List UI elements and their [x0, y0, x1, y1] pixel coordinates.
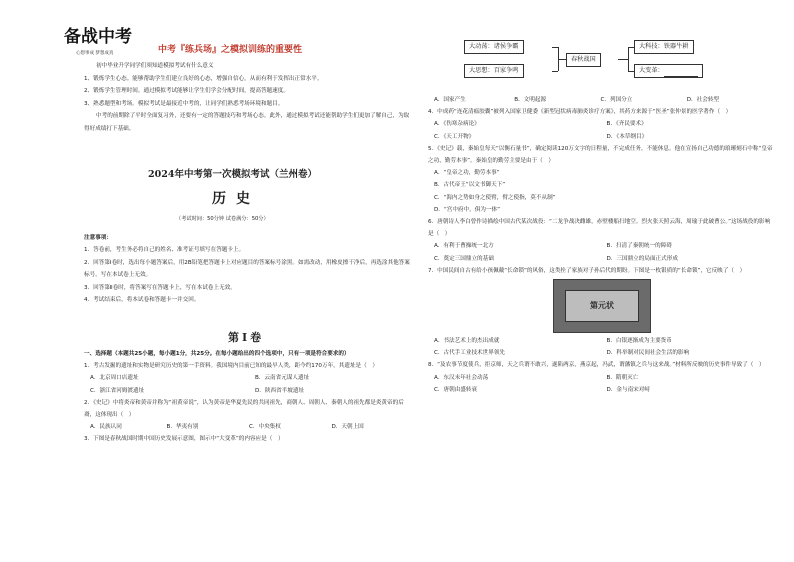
volume-title: 第Ⅰ卷 — [228, 331, 265, 344]
option: A．有利于曹操统一北方 — [434, 243, 494, 250]
option: D．天朝上国 — [331, 424, 364, 431]
question-stem: 2．《史记》中将炎帝和黄帝并称为“祖黄帝说”，认为黄帝是华夏先民的共同祖先，商朝人、周朝人、秦朝人的祖先都是炎黄帝的后裔，这体现出（ ） — [84, 399, 404, 419]
promo-line: 中考的前期除了平时全面复习外，还要有一定的答题技巧和考场心态。此外，通过模拟考试还能帮助学生们更加了解自己，为取得好成绩打下基础。 — [84, 113, 410, 132]
promo-text — [84, 60, 414, 136]
promo-line: 初中毕业升学同学们须知道模拟考试有什么意义 — [96, 63, 214, 69]
exam-meta: （考试时间：50分钟 试卷满分：50分） — [176, 216, 269, 222]
longevity-lock-image — [553, 279, 651, 333]
option: A．北京周口店遗址 — [90, 375, 139, 382]
notice-item: 1．答卷前，考生务必将自己的姓名、准考证号填写在答题卡上。 — [84, 247, 245, 254]
question-stem: 6．唐朝诗人李白曾作诗描绘中国古代某次战役：“二龙争战决雌雄，赤壁楼船扫地空。烈火张天照云海，周瑜于此破曹公。”这场战役的影响是（ ） — [428, 219, 771, 238]
option: C．奠定三国鼎立的基础 — [434, 255, 494, 262]
option: D．科举制对民间社会生活的影响 — [606, 350, 690, 357]
option: B．扫清了秦朝统一的障碍 — [606, 243, 672, 250]
option: C．“海内之势如身之使臂，臂之使指，莫不从制” — [434, 194, 556, 201]
diagram-center: 春秋战国 — [566, 53, 601, 67]
option: A．民族认同 — [90, 424, 122, 431]
question-options — [428, 335, 773, 359]
question-options — [84, 421, 414, 433]
question-options — [428, 118, 773, 142]
option: B．古代帝王“以文书御天下” — [434, 182, 506, 189]
lock-inscription: 第元状 — [565, 290, 639, 322]
option: D．“宫中府中，俱为一体” — [434, 206, 501, 213]
logo-title: 备战中考 — [64, 27, 132, 47]
option: A．国家产生 — [434, 97, 466, 103]
option: D．陕西省半坡遗址 — [255, 387, 305, 394]
option: A．东汉末年社会动荡 — [434, 374, 489, 381]
promo-line: 3、熟悉题型和考场。模拟考试是最接近中考的，让同学们熟悉考场环境和题目。 — [84, 100, 284, 107]
question-stem: 3．下图是春秋战国时期中国历史发展示意图，图示中“大变革”的内容应是（ ） — [84, 436, 284, 443]
option: D．社会转型 — [686, 97, 720, 103]
notice-item: 3．回答第Ⅱ卷时，将答案写在答题卡上，写在本试卷上无效。 — [84, 284, 236, 291]
diagram-connector — [552, 71, 558, 72]
question-options — [428, 167, 773, 216]
question-stem: 4．中成药“连花清瘟胶囊”被列入国家卫健委《新型冠状病毒肺炎诊疗方案》，其药方来源于“医圣”张仲景的医学著作（ ） — [428, 109, 732, 116]
notice-item: 2．回答第Ⅰ卷时，选出每小题答案后，用2B铅笔把答题卡上对应题目的答案标号涂黑。如需改动，用橡皮擦干净后，再选涂其他答案标号。写在本试卷上无效。 — [84, 259, 410, 279]
diagram-right-bottom — [634, 64, 703, 78]
question-stem: 7．中国民间自古有给小孩佩戴“长命锁”的风俗，这类拴了家族对子孙后代的期盼。下图是一枚银质的“长命锁”，它反映了（ ） — [428, 267, 746, 274]
question-options — [84, 372, 414, 396]
option: C．列国分立 — [600, 97, 633, 103]
option: C．唐朝由盛转衰 — [434, 386, 478, 393]
promo-line: 2、锻炼学生管理时间。通过模拟考试能够让学生们学会分配时间，提高答题速度。 — [84, 88, 289, 95]
option: A．《伤寒杂病论》 — [434, 121, 480, 128]
question-stem: 5．《史记》载，秦始皇每天“以衡石量书”，确定阅读120万文字的日程量，不完成任务，不能休息。他在宣扬自己功德的琅琊刻石中称“皇帝之功，勤劳本事”。秦始皇的勤劳主要是由于（ ） — [428, 145, 773, 165]
logo-subtitle: 心想事成 梦想成真 — [76, 51, 114, 56]
option: A．“皇帝之功，勤劳本事” — [434, 170, 500, 177]
diagram-left-top: 大动荡：诸侯争霸 — [464, 40, 524, 54]
option: B．隋朝灭亡 — [606, 374, 639, 381]
option: C．中央集权 — [249, 424, 281, 431]
question-options — [428, 372, 773, 396]
diagram-left-bottom: 大思想：百家争鸣 — [464, 64, 524, 78]
option: B．云南省元谋人遗址 — [255, 375, 310, 382]
exam-title: 2024年中考第一次模拟考试（兰州卷） — [148, 169, 317, 180]
diagram-connector — [618, 59, 628, 60]
option: B．华夷有别 — [166, 424, 199, 431]
notice-title: 注意事项： — [84, 235, 112, 241]
section-heading: 一、选择题（本题共25小题，每小题1分，共25分。在每小题给出的四个选项中，只有一项是符合要求的） — [84, 351, 350, 357]
answer-blank — [664, 68, 698, 77]
option: C．古代手工业技术世界领先 — [434, 350, 506, 357]
option: D．金与南宋对峙 — [606, 386, 650, 393]
question-stem: 1．考古发掘的遗址和实物是研究历史的第一手资料。我国境内目前已知的最早人类，距今约170万年，其遗址是（ ） — [84, 363, 378, 370]
option: D．三国鼎立的局面正式形成 — [606, 255, 678, 262]
exam-subject: 历史 — [212, 191, 260, 207]
option: B．文明起源 — [514, 97, 547, 103]
left-question-block — [84, 348, 414, 446]
exam-notice — [84, 232, 414, 306]
right-question-block — [428, 94, 773, 396]
right-column — [428, 30, 773, 396]
option: B．《齐民要术》 — [606, 121, 647, 128]
exam-logo — [62, 18, 136, 60]
diagram-right-top: 大科技：铁器牛耕 — [634, 40, 694, 54]
option: C．《天工开物》 — [434, 133, 475, 140]
history-diagram — [428, 30, 773, 92]
promo-line: 1、锻炼学生心态。能够帮助学生们建立良好的心态，增强自信心，从而有利于发挥出正常水平。 — [84, 75, 323, 82]
question-stem: 8．“及农事节度使兵，拒京师，天之兵谓不敢兴，遂陷两京，燕京起，冯武，谓藩镇之兵与这来战。”材料所反映的历史事件导致了（ ） — [428, 362, 765, 369]
option: A．书法艺术上的杰出成就 — [434, 338, 500, 345]
notice-item: 4．考试结束后，将本试卷和答题卡一并交回。 — [84, 297, 200, 304]
question-options — [428, 94, 773, 106]
diagram-connector — [628, 47, 629, 71]
diagram-right-bottom-label: 大变革： — [639, 67, 664, 74]
question-options — [428, 240, 773, 264]
option: B．白银逐渐成为主要货币 — [606, 338, 672, 345]
diagram-connector — [558, 59, 566, 60]
option: C．浙江省河姆渡遗址 — [90, 387, 145, 394]
option: D．《本草纲目》 — [606, 133, 648, 140]
promo-title: 中考『练兵场』之模拟训练的重要性 — [158, 45, 303, 55]
